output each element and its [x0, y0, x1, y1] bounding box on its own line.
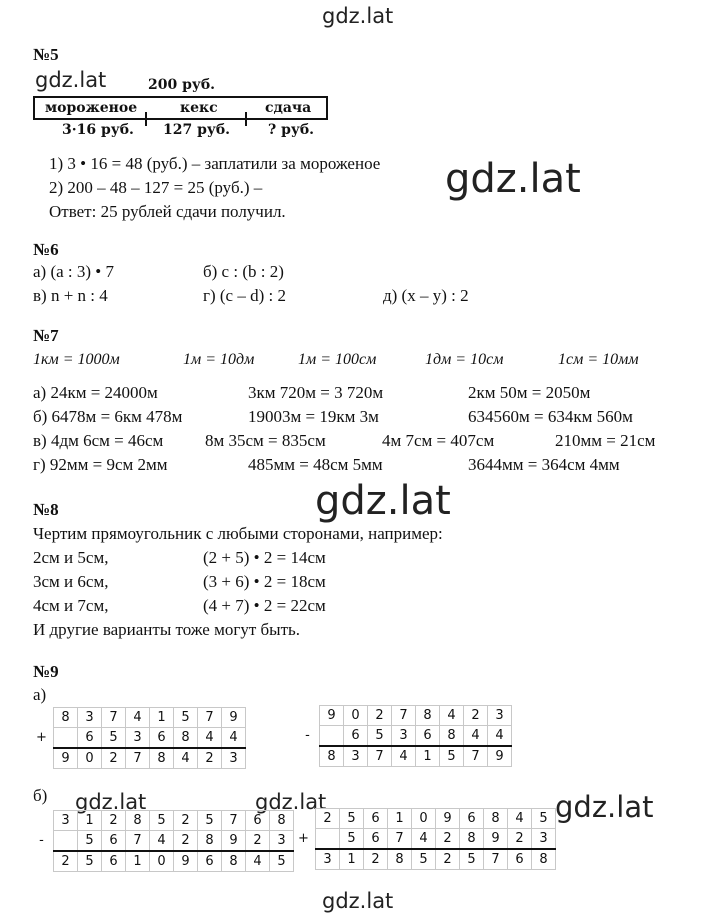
task7-g-3: 3644мм = 364см 4мм — [468, 455, 620, 474]
grid-cell: 2 — [436, 849, 460, 870]
grid-cell: 1 — [388, 809, 412, 829]
grid-cell: 6 — [460, 809, 484, 829]
grid-cell: 5 — [270, 851, 294, 872]
grid-cell: 5 — [412, 849, 436, 870]
grid-cell: 5 — [532, 809, 556, 829]
grid-cell: 6 — [364, 809, 388, 829]
grid-cell: 6 — [246, 811, 270, 831]
grid-cell: 2 — [246, 831, 270, 852]
grid-cell: 2 — [174, 811, 198, 831]
task8-number: №8 — [33, 500, 59, 519]
grid-cell: 4 — [150, 831, 174, 852]
grid-cell: 5 — [440, 746, 464, 767]
grid-cell: 5 — [78, 851, 102, 872]
task8-intro: Чертим прямоугольник с любыми сторонами, например: — [33, 524, 443, 543]
task8-row2-calc: (3 + 6) • 2 = 18см — [203, 572, 326, 591]
grid-cell: 7 — [388, 829, 412, 850]
grid-cell: 1 — [150, 708, 174, 728]
grid-cell: 8 — [174, 728, 198, 749]
grid-cell — [296, 746, 320, 767]
task6-g: г) (c – d) : 2 — [203, 286, 286, 305]
grid-cell — [316, 829, 340, 850]
grid-cell: 8 — [222, 851, 246, 872]
grid-cell: 8 — [416, 706, 440, 726]
task8-outro: И другие варианты тоже могут быть. — [33, 620, 301, 639]
grid-cell: 2 — [508, 829, 532, 850]
grid-cell: 3 — [54, 811, 78, 831]
task8-row1-sides: 2см и 5см, — [33, 548, 109, 567]
diagram-seg1-top: мороженое — [45, 100, 138, 116]
grid-cell: 8 — [460, 829, 484, 850]
grid-cell: 7 — [392, 706, 416, 726]
grid-cell: 8 — [270, 811, 294, 831]
diagram-total-label: 200 руб. — [148, 77, 216, 93]
task7-number: №7 — [33, 326, 59, 345]
grid-cell: 9 — [222, 831, 246, 852]
task7-unit-dm-cm: 1дм = 10см — [425, 351, 504, 368]
grid-cell: 4 — [174, 748, 198, 769]
task7-unit-m-cm: 1м = 100см — [298, 351, 377, 368]
grid-cell — [30, 851, 54, 872]
grid-cell: 3 — [488, 706, 512, 726]
grid-cell: 5 — [368, 726, 392, 747]
watermark-large-center: gdz.lat — [315, 478, 451, 524]
grid-cell: 8 — [54, 708, 78, 728]
grid-cell: 1 — [126, 851, 150, 872]
grid-cell — [296, 706, 320, 726]
grid-cell: 2 — [464, 706, 488, 726]
watermark-top: gdz.lat — [322, 4, 394, 28]
grid-cell: 9 — [436, 809, 460, 829]
grid-cell: 7 — [222, 811, 246, 831]
grid-cell: 3 — [532, 829, 556, 850]
task7-unit-m-dm: 1м = 10дм — [183, 351, 255, 368]
task7-v-3: 4м 7см = 407см — [382, 431, 495, 450]
grid-cell: 8 — [484, 809, 508, 829]
task8-row2-sides: 3см и 6см, — [33, 572, 109, 591]
grid-cell: 5 — [340, 809, 364, 829]
grid-cell: 0 — [150, 851, 174, 872]
grid-cell: 6 — [364, 829, 388, 850]
task6-d: д) (x – y) : 2 — [383, 286, 469, 305]
grid-cell: 3 — [78, 708, 102, 728]
grid-cell: 7 — [102, 708, 126, 728]
grid-cell: 8 — [320, 746, 344, 767]
grid-cell: 8 — [388, 849, 412, 870]
grid-cell: 5 — [460, 849, 484, 870]
grid-cell: 2 — [368, 706, 392, 726]
diagram-seg1-bottom: 3·16 руб. — [62, 122, 134, 138]
grid-cell: 4 — [392, 746, 416, 767]
grid-cell: 9 — [54, 748, 78, 769]
grid-cell: 6 — [150, 728, 174, 749]
watermark-large-right: gdz.lat — [445, 156, 581, 202]
grid-cell: 6 — [102, 831, 126, 852]
grid-cell — [54, 728, 78, 749]
grid-cell: 5 — [150, 811, 174, 831]
grid-cell — [30, 811, 54, 831]
grid-cell: 1 — [340, 849, 364, 870]
diagram-seg3-bottom: ? руб. — [268, 122, 315, 138]
task7-a-3: 2км 50м = 2050м — [468, 383, 591, 402]
grid-cell: 4 — [508, 809, 532, 829]
grid-cell: 8 — [440, 726, 464, 747]
grid-cell: 4 — [464, 726, 488, 747]
task5-line1: 1) 3 • 16 = 48 (руб.) – заплатили за мороженое — [49, 154, 381, 173]
task9-part-b: б) — [33, 786, 48, 805]
task6-number: №6 — [33, 240, 59, 259]
task8-row3-calc: (4 + 7) • 2 = 22см — [203, 596, 326, 615]
grid-cell: 4 — [246, 851, 270, 872]
grid-cell: 8 — [198, 831, 222, 852]
task6-v: в) n + n : 4 — [33, 286, 108, 305]
grid-cell: 6 — [416, 726, 440, 747]
task7-b-2: 19003м = 19км 3м — [248, 407, 379, 426]
grid-cell: 3 — [344, 746, 368, 767]
task7-v-2: 8м 35см = 835см — [205, 431, 326, 450]
grid-cell: 9 — [320, 706, 344, 726]
grid-cell: 1 — [416, 746, 440, 767]
grid-cell: 4 — [126, 708, 150, 728]
task7-b-1: б) 6478м = 6км 478м — [33, 407, 183, 426]
grid-cell: 9 — [484, 829, 508, 850]
task9-part-a: а) — [33, 685, 47, 704]
grid-cell: 4 — [440, 706, 464, 726]
grid-cell: 6 — [102, 851, 126, 872]
minus-sign: - — [39, 833, 44, 849]
grid-b2-addition — [292, 808, 556, 870]
diagram-seg3-top: сдача — [265, 100, 312, 116]
watermark-b-mid: gdz.lat — [255, 790, 327, 814]
grid-a1-addition — [30, 707, 246, 769]
grid-cell: 9 — [174, 851, 198, 872]
task7-a-1: а) 24км = 24000м — [33, 383, 158, 402]
grid-cell: 2 — [174, 831, 198, 852]
watermark-b-right: gdz.lat — [555, 790, 654, 824]
grid-cell: 8 — [126, 811, 150, 831]
grid-cell: 3 — [126, 728, 150, 749]
grid-cell: 3 — [270, 831, 294, 852]
grid-cell — [30, 708, 54, 728]
grid-cell: 4 — [198, 728, 222, 749]
task7-v-4: 210мм = 21см — [555, 431, 656, 450]
task5-number: №5 — [33, 45, 59, 64]
grid-cell: 4 — [222, 728, 246, 749]
grid-cell: 7 — [464, 746, 488, 767]
task8-row1-calc: (2 + 5) • 2 = 14см — [203, 548, 326, 567]
task7-g-2: 485мм = 48см 5мм — [248, 455, 383, 474]
watermark-task5: gdz.lat — [35, 68, 107, 92]
grid-cell: 6 — [344, 726, 368, 747]
grid-cell — [320, 726, 344, 747]
grid-cell: 2 — [54, 851, 78, 872]
grid-cell — [54, 831, 78, 852]
plus-sign: + — [36, 730, 47, 746]
diagram-seg2-top: кекс — [180, 100, 218, 116]
grid-cell: 5 — [198, 811, 222, 831]
grid-cell: 5 — [340, 829, 364, 850]
task5-answer: Ответ: 25 рублей сдачи получил. — [49, 202, 286, 221]
grid-cell: 7 — [126, 831, 150, 852]
watermark-b-left: gdz.lat — [75, 790, 147, 814]
grid-cell: 9 — [488, 746, 512, 767]
task5-line2: 2) 200 – 48 – 127 = 25 (руб.) – — [49, 178, 263, 197]
grid-cell: 7 — [198, 708, 222, 728]
grid-cell: 2 — [102, 748, 126, 769]
grid-cell: 3 — [222, 748, 246, 769]
grid-cell: 6 — [508, 849, 532, 870]
grid-cell: 1 — [78, 811, 102, 831]
grid-cell: 2 — [198, 748, 222, 769]
task7-unit-km: 1км = 1000м — [33, 351, 120, 368]
grid-cell: 6 — [78, 728, 102, 749]
grid-cell: 7 — [368, 746, 392, 767]
grid-cell: 5 — [174, 708, 198, 728]
grid-cell: 4 — [488, 726, 512, 747]
grid-cell — [292, 849, 316, 870]
plus-sign: + — [298, 831, 309, 847]
grid-cell: 5 — [102, 728, 126, 749]
grid-cell: 2 — [316, 809, 340, 829]
grid-b1-subtraction — [30, 810, 294, 872]
task7-g-1: г) 92мм = 9см 2мм — [33, 455, 168, 474]
grid-cell: 5 — [78, 831, 102, 852]
grid-cell: 9 — [222, 708, 246, 728]
task6-b: б) c : (b : 2) — [203, 262, 284, 281]
grid-cell: 2 — [436, 829, 460, 850]
task6-a: а) (a : 3) • 7 — [33, 262, 114, 281]
grid-cell: 0 — [344, 706, 368, 726]
task9-number: №9 — [33, 662, 59, 681]
minus-sign: - — [305, 728, 310, 744]
grid-cell: 0 — [412, 809, 436, 829]
task8-row3-sides: 4см и 7см, — [33, 596, 109, 615]
grid-a2-subtraction — [296, 705, 512, 767]
task7-b-3: 634560м = 634км 560м — [468, 407, 633, 426]
task7-unit-cm-mm: 1см = 10мм — [558, 351, 639, 368]
grid-cell: 6 — [198, 851, 222, 872]
grid-cell: 3 — [392, 726, 416, 747]
grid-cell: 8 — [532, 849, 556, 870]
grid-cell: 0 — [78, 748, 102, 769]
grid-cell: 2 — [102, 811, 126, 831]
grid-cell: 2 — [364, 849, 388, 870]
watermark-bottom: gdz.lat — [322, 889, 394, 913]
grid-cell: 8 — [150, 748, 174, 769]
task7-a-2: 3км 720м = 3 720м — [248, 383, 384, 402]
grid-cell — [30, 748, 54, 769]
grid-cell — [292, 809, 316, 829]
grid-cell: 4 — [412, 829, 436, 850]
grid-cell: 7 — [126, 748, 150, 769]
grid-cell: 7 — [484, 849, 508, 870]
grid-cell: 3 — [316, 849, 340, 870]
task7-v-1: в) 4дм 6см = 46см — [33, 431, 164, 450]
diagram-seg2-bottom: 127 руб. — [163, 122, 231, 138]
